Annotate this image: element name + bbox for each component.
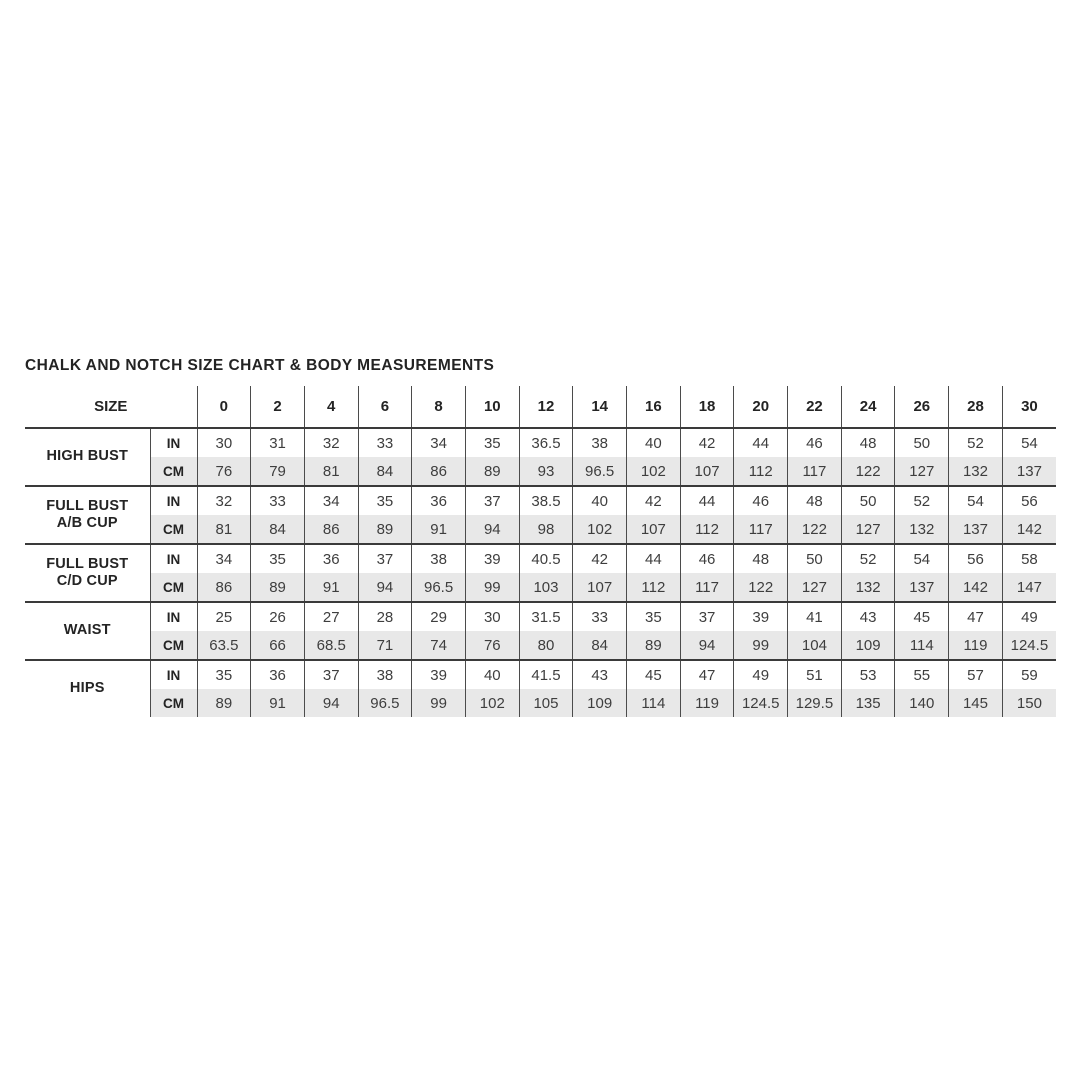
value-cell: 150: [1002, 689, 1056, 717]
measurement-in-row: [25, 660, 1056, 689]
value-cell: 35: [465, 428, 519, 457]
value-cell: 45: [627, 660, 681, 689]
value-cell: 52: [949, 428, 1003, 457]
size-header-cell: 12: [519, 386, 573, 428]
value-cell: 33: [573, 602, 627, 631]
measurement-cm-row: [25, 457, 1056, 486]
header-row: [25, 386, 1056, 428]
table-body: [25, 428, 1056, 717]
value-cell: 124.5: [734, 689, 788, 717]
value-cell: 36: [251, 660, 305, 689]
value-cell: 33: [358, 428, 412, 457]
value-cell: 89: [465, 457, 519, 486]
value-cell: 36.5: [519, 428, 573, 457]
measurement-name: WAIST: [25, 602, 150, 660]
value-cell: 84: [251, 515, 305, 544]
value-cell: 89: [197, 689, 251, 717]
value-cell: 26: [251, 602, 305, 631]
value-cell: 99: [465, 573, 519, 602]
unit-label-cm: CM: [150, 689, 197, 717]
value-cell: 40.5: [519, 544, 573, 573]
value-cell: 35: [627, 602, 681, 631]
value-cell: 107: [680, 457, 734, 486]
size-header-cell: 18: [680, 386, 734, 428]
value-cell: 99: [734, 631, 788, 660]
measurement-in-row: [25, 544, 1056, 573]
measurement-name: HIPS: [69, 680, 105, 697]
value-cell: 30: [465, 602, 519, 631]
value-cell: 41: [788, 602, 842, 631]
value-cell: 48: [734, 544, 788, 573]
value-cell: 132: [841, 573, 895, 602]
value-cell: 43: [573, 660, 627, 689]
value-cell: 39: [465, 544, 519, 573]
value-cell: 35: [251, 544, 305, 573]
value-cell: 54: [1002, 428, 1056, 457]
value-cell: 51: [788, 660, 842, 689]
measurement-name: FULL BUST C/D CUP: [25, 544, 150, 602]
value-cell: 140: [895, 689, 949, 717]
value-cell: 91: [412, 515, 466, 544]
value-cell: 38: [573, 428, 627, 457]
value-cell: 98: [519, 515, 573, 544]
value-cell: 38: [358, 660, 412, 689]
size-header-cell: 28: [949, 386, 1003, 428]
value-cell: 40: [465, 660, 519, 689]
value-cell: 104: [788, 631, 842, 660]
value-cell: 56: [949, 544, 1003, 573]
value-cell: 36: [304, 544, 358, 573]
value-cell: 31: [251, 428, 305, 457]
value-cell: 84: [573, 631, 627, 660]
size-header-cell: 24: [841, 386, 895, 428]
value-cell: 132: [895, 515, 949, 544]
value-cell: 63.5: [197, 631, 251, 660]
unit-label-in: IN: [150, 602, 197, 631]
value-cell: 66: [251, 631, 305, 660]
value-cell: 91: [251, 689, 305, 717]
value-cell: 31.5: [519, 602, 573, 631]
value-cell: 52: [895, 486, 949, 515]
value-cell: 44: [627, 544, 681, 573]
value-cell: 127: [841, 515, 895, 544]
unit-label-in: IN: [150, 660, 197, 689]
value-cell: 114: [627, 689, 681, 717]
value-cell: 112: [680, 515, 734, 544]
value-cell: 46: [680, 544, 734, 573]
value-cell: 117: [734, 515, 788, 544]
value-cell: 48: [841, 428, 895, 457]
value-cell: 145: [949, 689, 1003, 717]
value-cell: 80: [519, 631, 573, 660]
value-cell: 142: [1002, 515, 1056, 544]
unit-label-in: IN: [150, 544, 197, 573]
value-cell: 53: [841, 660, 895, 689]
value-cell: 137: [895, 573, 949, 602]
value-cell: 79: [251, 457, 305, 486]
value-cell: 84: [358, 457, 412, 486]
value-cell: 54: [895, 544, 949, 573]
value-cell: 102: [465, 689, 519, 717]
value-cell: 52: [841, 544, 895, 573]
value-cell: 81: [197, 515, 251, 544]
size-header-cell: 20: [734, 386, 788, 428]
unit-label-cm: CM: [150, 573, 197, 602]
value-cell: 37: [680, 602, 734, 631]
value-cell: 37: [465, 486, 519, 515]
value-cell: 40: [573, 486, 627, 515]
value-cell: 89: [358, 515, 412, 544]
unit-label-cm: CM: [150, 515, 197, 544]
value-cell: 50: [841, 486, 895, 515]
value-cell: 56: [1002, 486, 1056, 515]
value-cell: 35: [358, 486, 412, 515]
value-cell: 25: [197, 602, 251, 631]
value-cell: 103: [519, 573, 573, 602]
measurement-in-row: [25, 428, 1056, 457]
size-header-cell: 16: [627, 386, 681, 428]
value-cell: 122: [841, 457, 895, 486]
value-cell: 58: [1002, 544, 1056, 573]
value-cell: 86: [304, 515, 358, 544]
size-header-cell: 22: [788, 386, 842, 428]
size-header-cell: 30: [1002, 386, 1056, 428]
size-header-cell: 2: [251, 386, 305, 428]
value-cell: 71: [358, 631, 412, 660]
value-cell: 37: [358, 544, 412, 573]
value-cell: 44: [680, 486, 734, 515]
unit-label-cm: CM: [150, 631, 197, 660]
value-cell: 107: [573, 573, 627, 602]
size-header-cell: 8: [412, 386, 466, 428]
value-cell: 74: [412, 631, 466, 660]
value-cell: 43: [841, 602, 895, 631]
size-header-label: SIZE: [25, 386, 197, 428]
value-cell: 119: [680, 689, 734, 717]
value-cell: 127: [895, 457, 949, 486]
value-cell: 105: [519, 689, 573, 717]
value-cell: 94: [680, 631, 734, 660]
value-cell: 81: [304, 457, 358, 486]
unit-label-cm: CM: [150, 457, 197, 486]
value-cell: 37: [304, 660, 358, 689]
value-cell: 42: [680, 428, 734, 457]
value-cell: 47: [680, 660, 734, 689]
value-cell: 137: [1002, 457, 1056, 486]
value-cell: 32: [304, 428, 358, 457]
value-cell: 76: [197, 457, 251, 486]
value-cell: 46: [734, 486, 788, 515]
value-cell: 57: [949, 660, 1003, 689]
value-cell: 29: [412, 602, 466, 631]
value-cell: 119: [949, 631, 1003, 660]
value-cell: 42: [627, 486, 681, 515]
table-header: [25, 386, 1056, 428]
unit-label-in: IN: [150, 486, 197, 515]
measurement-cm-row: [25, 573, 1056, 602]
value-cell: 124.5: [1002, 631, 1056, 660]
value-cell: 129.5: [788, 689, 842, 717]
value-cell: 132: [949, 457, 1003, 486]
value-cell: 117: [680, 573, 734, 602]
value-cell: 59: [1002, 660, 1056, 689]
value-cell: 50: [788, 544, 842, 573]
size-header-cell: 0: [197, 386, 251, 428]
value-cell: 55: [895, 660, 949, 689]
value-cell: 34: [412, 428, 466, 457]
size-header-cell: 14: [573, 386, 627, 428]
value-cell: 137: [949, 515, 1003, 544]
value-cell: 93: [519, 457, 573, 486]
value-cell: 107: [627, 515, 681, 544]
value-cell: 99: [412, 689, 466, 717]
value-cell: 49: [1002, 602, 1056, 631]
size-header-cell: 10: [465, 386, 519, 428]
value-cell: 109: [841, 631, 895, 660]
page-title: CHALK AND NOTCH SIZE CHART & BODY MEASUREMENTS: [25, 357, 495, 374]
size-chart-table: [25, 386, 1056, 717]
value-cell: 122: [788, 515, 842, 544]
value-cell: 47: [949, 602, 1003, 631]
value-cell: 39: [412, 660, 466, 689]
value-cell: 39: [734, 602, 788, 631]
value-cell: 135: [841, 689, 895, 717]
value-cell: 76: [465, 631, 519, 660]
value-cell: 94: [465, 515, 519, 544]
value-cell: 122: [734, 573, 788, 602]
value-cell: 54: [949, 486, 1003, 515]
value-cell: 41.5: [519, 660, 573, 689]
measurement-in-row: [25, 602, 1056, 631]
value-cell: 68.5: [304, 631, 358, 660]
unit-label-in: IN: [150, 428, 197, 457]
value-cell: 42: [573, 544, 627, 573]
measurement-in-row: [25, 486, 1056, 515]
value-cell: 40: [627, 428, 681, 457]
value-cell: 94: [358, 573, 412, 602]
value-cell: 45: [895, 602, 949, 631]
size-header-cell: 6: [358, 386, 412, 428]
value-cell: 147: [1002, 573, 1056, 602]
value-cell: 86: [197, 573, 251, 602]
measurement-cm-row: [25, 631, 1056, 660]
value-cell: 89: [251, 573, 305, 602]
value-cell: 117: [788, 457, 842, 486]
value-cell: 86: [412, 457, 466, 486]
value-cell: 142: [949, 573, 1003, 602]
measurement-name: FULL BUST A/B CUP: [25, 486, 150, 544]
size-header-cell: 4: [304, 386, 358, 428]
value-cell: 50: [895, 428, 949, 457]
value-cell: 27: [304, 602, 358, 631]
value-cell: 94: [304, 689, 358, 717]
value-cell: 96.5: [358, 689, 412, 717]
value-cell: 48: [788, 486, 842, 515]
value-cell: 34: [197, 544, 251, 573]
value-cell: 38: [412, 544, 466, 573]
size-header-cell: 26: [895, 386, 949, 428]
value-cell: 36: [412, 486, 466, 515]
value-cell: 109: [573, 689, 627, 717]
measurement-cm-row: [25, 515, 1056, 544]
value-cell: 34: [304, 486, 358, 515]
value-cell: 30: [197, 428, 251, 457]
value-cell: 44: [734, 428, 788, 457]
value-cell: 33: [251, 486, 305, 515]
measurement-cm-row: [25, 689, 1056, 717]
value-cell: 91: [304, 573, 358, 602]
value-cell: 112: [734, 457, 788, 486]
value-cell: 32: [197, 486, 251, 515]
value-cell: 127: [788, 573, 842, 602]
value-cell: 114: [895, 631, 949, 660]
value-cell: 38.5: [519, 486, 573, 515]
value-cell: 102: [573, 515, 627, 544]
value-cell: 96.5: [573, 457, 627, 486]
value-cell: 96.5: [412, 573, 466, 602]
value-cell: 89: [627, 631, 681, 660]
measurement-name: HIGH BUST: [25, 428, 150, 486]
value-cell: 46: [788, 428, 842, 457]
value-cell: 102: [627, 457, 681, 486]
value-cell: 49: [734, 660, 788, 689]
value-cell: 112: [627, 573, 681, 602]
value-cell: 28: [358, 602, 412, 631]
value-cell: 35: [197, 660, 251, 689]
